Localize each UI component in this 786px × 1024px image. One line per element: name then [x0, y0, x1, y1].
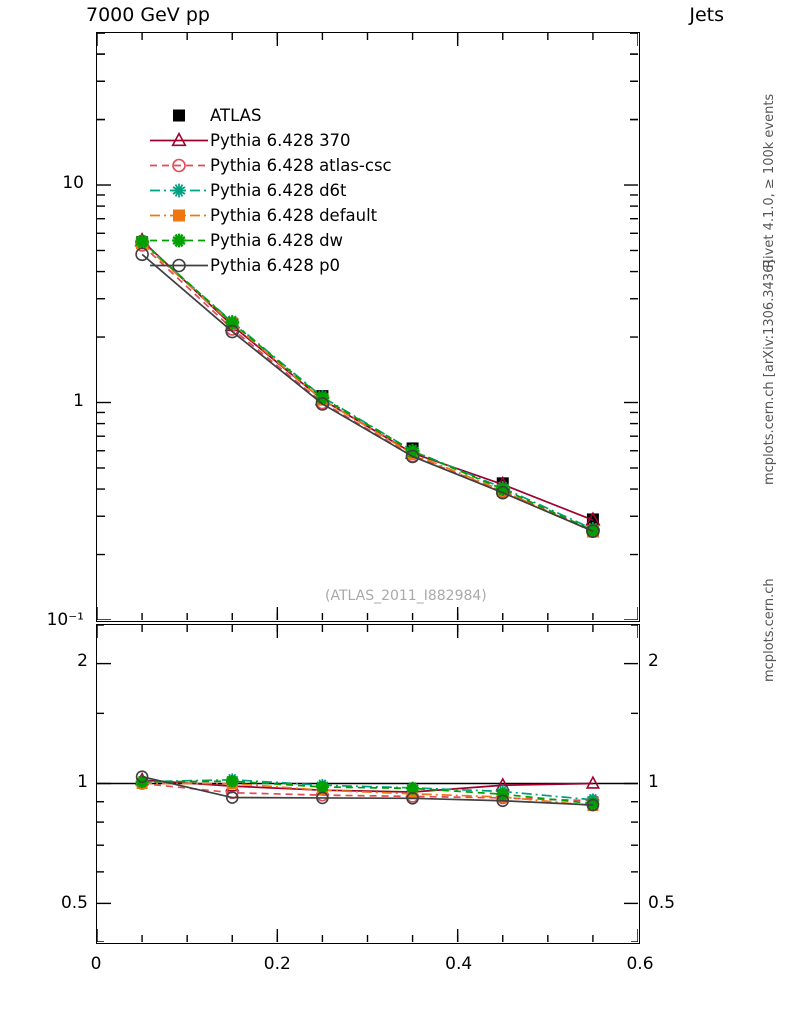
ratio-y-tick-label-right: 1 — [648, 772, 659, 792]
legend-item[interactable] — [148, 153, 478, 178]
header-beam-label: 7000 GeV pp — [86, 4, 210, 26]
legend-marker-icon — [148, 103, 210, 128]
main-y-tick-label: 10 — [62, 172, 84, 193]
legend-label: Pythia 6.428 atlas-csc — [210, 156, 392, 175]
legend-item[interactable] — [148, 178, 478, 203]
main-y-tick-label: 1 — [73, 391, 84, 412]
ratio-y-tick-label-right: 0.5 — [648, 893, 676, 914]
ratio-plot-svg — [97, 625, 638, 942]
legend-label: Pythia 6.428 d6t — [210, 181, 347, 200]
legend-item[interactable] — [148, 203, 478, 228]
ratio-y-tick-label-right: 2 — [648, 650, 659, 671]
legend-marker-icon — [148, 228, 210, 253]
ratio-plot-panel — [96, 624, 640, 944]
header-analysis-label: Jets — [689, 4, 724, 26]
ratio-y-tick-label-left: 1 — [77, 772, 88, 792]
x-tick-label: 0.6 — [626, 954, 654, 974]
ratio-y-tick-label-left: 2 — [77, 650, 88, 671]
legend-label: Pythia 6.428 p0 — [210, 256, 341, 275]
legend — [148, 103, 478, 278]
ratio-y-tick-label-left: 0.5 — [60, 893, 88, 914]
main-y-tick-label: 10⁻¹ — [46, 610, 84, 630]
mcplots-source-label: mcplots.cern.ch — [762, 578, 777, 682]
x-tick-label: 0.4 — [445, 954, 473, 974]
rivet-version-label: Rivet 4.1.0, ≥ 100k events — [762, 93, 777, 268]
legend-item[interactable] — [148, 253, 478, 278]
legend-item[interactable] — [148, 103, 478, 128]
legend-marker-icon — [148, 203, 210, 228]
legend-marker-icon — [148, 253, 210, 278]
legend-label: ATLAS — [210, 106, 262, 125]
x-tick-label: 0 — [90, 954, 102, 974]
arxiv-reference-label: mcplots.cern.ch [arXiv:1306.3436] — [762, 259, 777, 485]
analysis-id-watermark: (ATLAS_2011_I882984) — [325, 588, 487, 604]
legend-label: Pythia 6.428 dw — [210, 231, 344, 250]
legend-item[interactable] — [148, 228, 478, 253]
legend-marker-icon — [148, 153, 210, 178]
legend-label: Pythia 6.428 default — [210, 206, 378, 225]
legend-item[interactable] — [148, 128, 478, 153]
legend-label: Pythia 6.428 370 — [210, 131, 351, 150]
legend-marker-icon — [148, 178, 210, 203]
x-tick-label: 0.2 — [263, 954, 291, 974]
legend-marker-icon — [148, 128, 210, 153]
